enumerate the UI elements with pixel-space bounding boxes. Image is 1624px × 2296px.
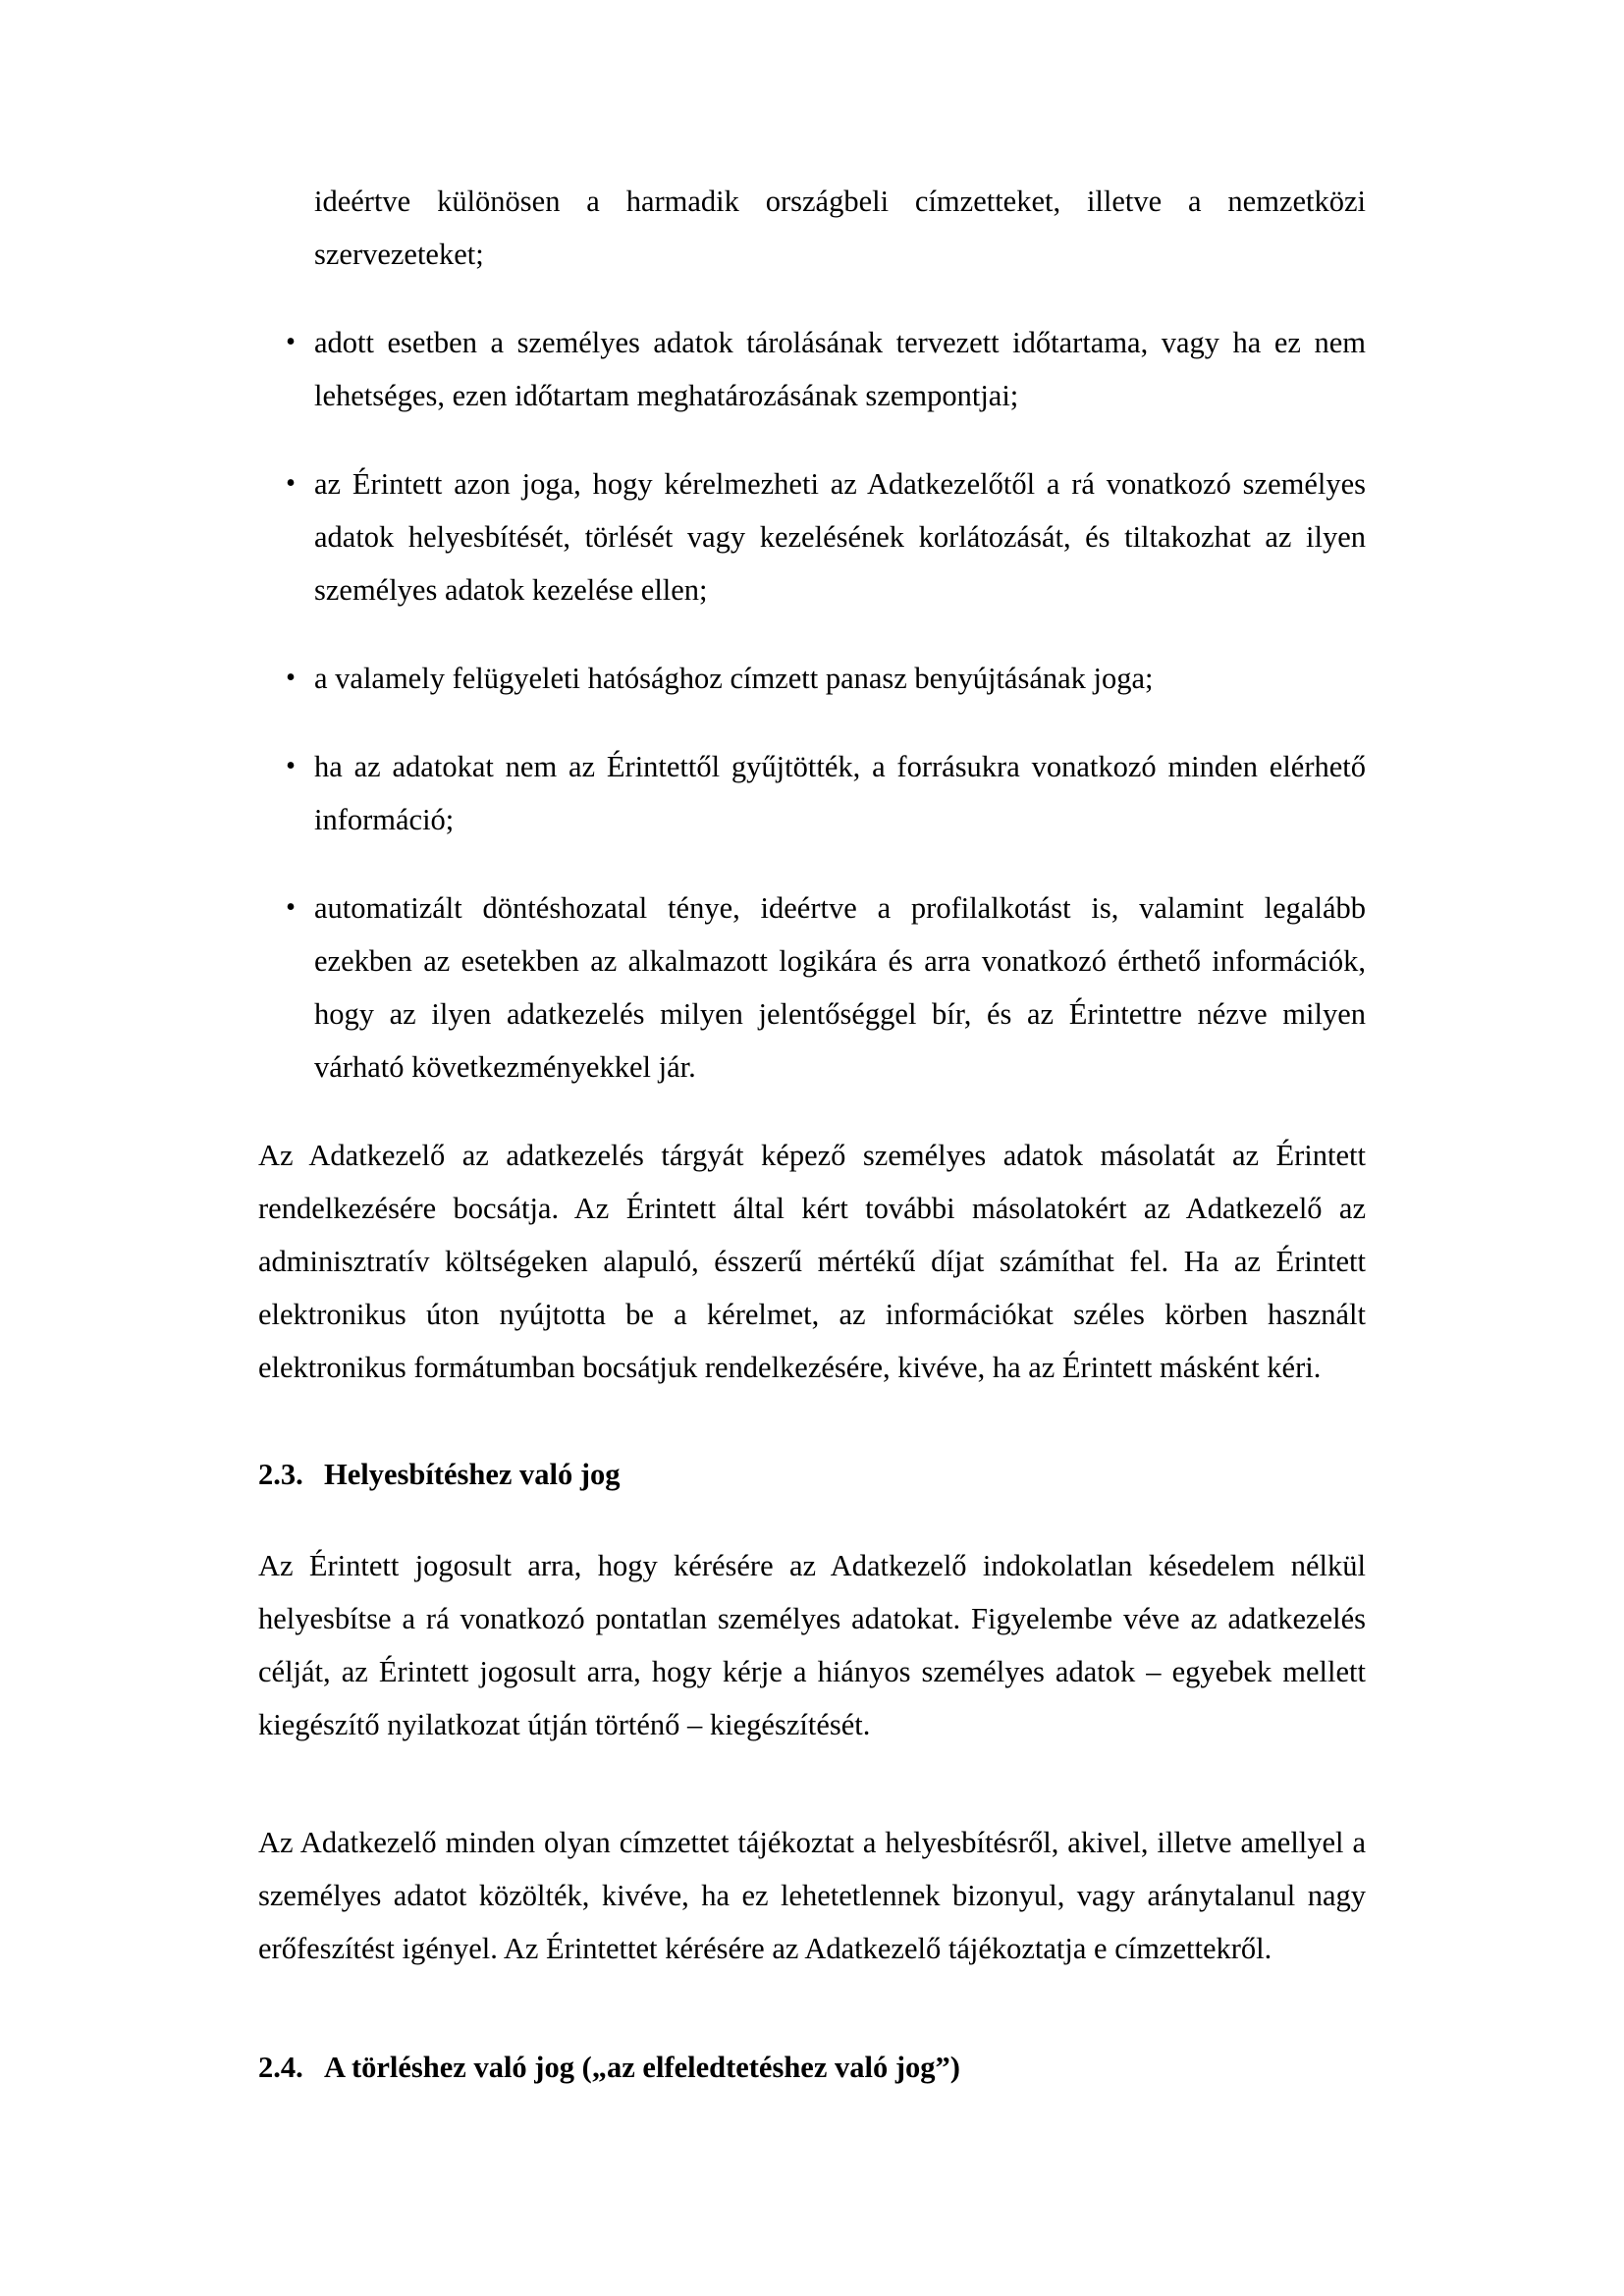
heading-section-2-4: [258, 2046, 1366, 2089]
page-content: [258, 175, 1366, 2089]
bullet-dot-icon: •: [286, 892, 296, 923]
rectification-right-paragraph: Az Érintett jogosult arra, hogy kérésére az Adatkezelő indokolatlan késedelem nélkül helyesbítse a rá vonatkozó pontatlan személyes adatokat. Figyelembe véve az adatkezelés célját, az Érintett jogosult arra, hogy kérje a hiányos személyes adatok – egyebek mellett kiegészítő nyilatkozat útján történő – kiegészítését.: [258, 1549, 1366, 1741]
list-item-text: az Érintett azon joga, hogy kérelmezheti az Adatkezelőtől a rá vonatkozó személyes adatok helyesbítését, törlését vagy kezelésének korlátozását, és tiltakozhat az ilyen személyes adatok kezelése ellen;: [314, 467, 1366, 607]
heading-title: A törléshez való jog („az elfeledtetéshez való jog”): [324, 2051, 960, 2084]
list-item-text: adott esetben a személyes adatok tárolásának tervezett időtartama, vagy ha ez nem lehetséges, ezen időtartam meghatározásának szempontjai;: [314, 326, 1366, 412]
bullet-dot-icon: •: [286, 751, 296, 781]
list-item: [258, 652, 1366, 705]
bullet-dot-icon: •: [286, 327, 296, 357]
list-item-text: a valamely felügyeleti hatósághoz címzett panasz benyújtásának joga;: [314, 662, 1154, 695]
list-item: [258, 457, 1366, 616]
bullet-dot-icon: •: [286, 468, 296, 499]
rights-bullet-list: [258, 316, 1366, 1094]
heading-title: Helyesbítéshez való jog: [324, 1458, 621, 1491]
heading-number: 2.4.: [258, 2051, 303, 2084]
continued-paragraph: ideértve különösen a harmadik országbeli címzetteket, illetve a nemzetközi szervezeteket;: [314, 185, 1366, 271]
copy-provision-paragraph: Az Adatkezelő az adatkezelés tárgyát képező személyes adatok másolatát az Érintett rendelkezésére bocsátja. Az Érintett által kért további másolatokért az Adatkezelő az adminisztratív költségeken alapuló, ésszerű mértékű díjat számíthat fel. Ha az Érintett elektronikus úton nyújtotta be a kérelmet, az információkat széles körben használt elektronikus formátumban bocsátjuk rendelkezésére, kivéve, ha az Érintett másként kéri.: [258, 1139, 1366, 1384]
list-item-text: automatizált döntéshozatal ténye, ideértve a profilalkotást is, valamint legalább ezekben az esetekben az alkalmazott logikára és arra vonatkozó érthető információk, hogy az ilyen adatkezelés milyen jelentőséggel bír, és az Érintettre nézve milyen várható következményekkel jár.: [314, 891, 1366, 1084]
heading-section-2-3: [258, 1453, 1366, 1496]
list-item: [258, 740, 1366, 846]
heading-number: 2.3.: [258, 1458, 303, 1491]
list-item-text: ha az adatokat nem az Érintettől gyűjtötték, a forrásukra vonatkozó minden elérhető információ;: [314, 750, 1366, 836]
bullet-dot-icon: •: [286, 663, 296, 693]
notification-duty-paragraph: Az Adatkezelő minden olyan címzettet tájékoztat a helyesbítésről, akivel, illetve amellyel a személyes adatot közölték, kivéve, ha ez lehetetlennek bizonyul, vagy aránytalanul nagy erőfeszítést igényel. Az Érintettet kérésére az Adatkezelő tájékoztatja e címzettekről.: [258, 1826, 1366, 1965]
list-item: [258, 316, 1366, 422]
list-item: [258, 881, 1366, 1094]
